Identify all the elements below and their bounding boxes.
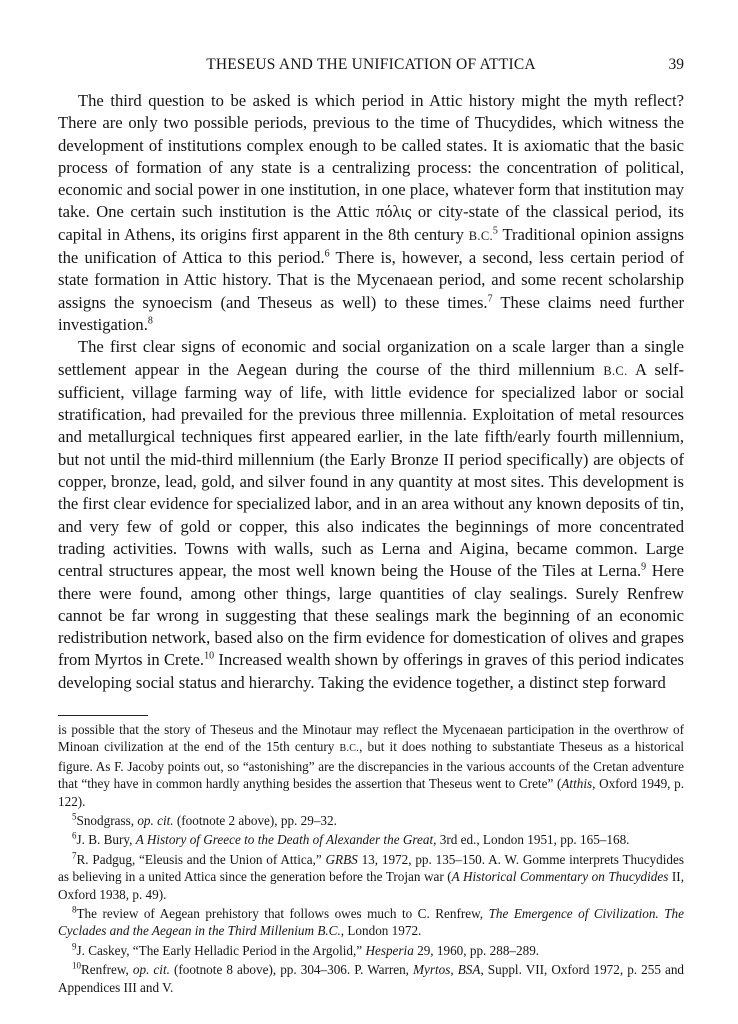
footnote-ref-8[interactable]: 8 [147,315,153,327]
italic-title: op. cit. [137,813,174,829]
footnote-ref-9[interactable]: 9 [641,561,647,573]
italic-title: BSA [457,962,481,978]
era-abbreviation: B.C. [603,363,628,378]
italic-title: GRBS [325,851,358,867]
text-run: Increased wealth shown by offerings in graves of this period indicates developing social status and hierarchy. Taking the evidence together, a distinct step forward [58,650,684,692]
text-run: 29, 1960, pp. 288–289. [413,942,540,958]
footnote-number: 7 [72,850,77,861]
text-run: Here there were found, among other things, large quantities of clay sealings. Surely Renfrew cannot be far wrong in suggesting that these sealings mark the beginning of an economic redistribution network, based also on the firm evidence for domestication of olives and grapes from Myrtos in Crete. [58,561,685,670]
text-run: A self-sufficient, village farming way of life, with little evidence for specialized labor or social stratification, had prevailed for the previous three millennia. Exploitation of metal resources and metallurgical techniques first appeared earlier, in the late fifth/early fourth millennium, but not until the mid-third millennium (the Early Bronze II period specifically) are objects of copper, bronze, lead, gold, and silver found in any quantity at most sites. This development is the first clear evidence for specialized labor, and in an area without any known deposits of tin, and very few of gold or copper, this also indicates the beginnings of more concentrated trading activities. Towns with walls, such as Lerna and Aigina, became common. Large central structures appear, the most well known being the House of the Tiles at Lerna. [58,359,684,581]
text-run: (footnote 8 above), pp. 304–306. P. Warren, [169,962,414,978]
text-run: Traditional opinion assigns the unification of Attica to this period. [58,224,684,268]
text-run: , [450,962,458,978]
italic-title: Myrtos [413,962,451,978]
text-run: The third question to be asked is which period in Attic history might the myth reflect? There are only two possible periods, previous to the time of Thucydides, which witness the development of institutions complex enough to be called states. It is axiomatic that the basic process of formation of any state is a centralizing process: the concentration of political, economic and social power in one institution, in one place, whatever form that institution may take. One certain such institution is the Attic [58,91,684,222]
footnote-number: 10 [72,960,81,971]
running-header [58,56,684,78]
era-abbreviation: B.C. [468,228,493,243]
greek-word: πόλις [375,202,412,222]
footnote-number: 8 [72,904,77,915]
footnote-7 [58,851,684,903]
footnote-number: 9 [72,941,77,952]
text-run: or city-state of the classical period, its capital in Athens, its origins first apparent in the 8th century [58,202,684,244]
footnote-ref-10[interactable]: 10 [204,650,215,662]
text-run: is possible that the story of Theseus and the Minotaur may reflect the Mycenaean participation in the overthrow of Minoan civilization at the end of the 15th century [58,722,684,755]
text-run: , London 1972. [340,923,422,939]
era-abbreviation: B.C. [339,743,360,755]
footnote-8 [58,905,684,940]
body-text [58,90,684,694]
text-run: , but it does nothing to substantiate Theseus as a historical figure. As F. Jacoby points out, so “astonishing” are the discrepancies in the various accounts of the Cretan adventure that “they have in common hardly anything besides the assertion that Theseus went to Crete” ( [58,739,684,792]
text-run: There is, however, a second, less certain period of state formation in Attic history. That is the Mycenaean period, and some recent scholarship assigns the synoecism (and Theseus as well) to these times. [58,248,684,312]
footnote-10 [58,961,684,996]
footnote-number: 5 [72,811,77,822]
text-run: 13, 1972, pp. 135–150. A. W. Gomme interprets Thucydides as believing in a united Attica since the generation before the Trojan war ( [58,851,684,885]
text-run: , 3rd ed., London 1951, pp. 165–168. [433,832,630,848]
italic-title: Hesperia [365,942,414,958]
footnotes [58,721,684,996]
page-number: 39 [668,56,684,73]
italic-title: Atthis [561,776,593,792]
footnote-6 [58,831,684,848]
text-run: R. Padgug, “Eleusis and the Union of Attica,” [76,851,326,867]
text-run: , Oxford 1949, p. 122). [58,776,684,809]
running-title: THESEUS AND THE UNIFICATION OF ATTICA [206,56,536,73]
text-run: (footnote 2 above), pp. 29–32. [173,813,337,829]
footnote-5 [58,812,684,829]
footnote-ref-6[interactable]: 6 [324,248,330,260]
italic-title: A Historical Commentary on Thucydides [451,869,669,885]
italic-title: op. cit. [132,962,170,978]
italic-title: A History of Greece to the Death of Alexander the Great [135,832,434,848]
page [58,56,684,998]
text-run: Renfrew, [81,962,133,978]
italic-title: The Emergence of Civilization. The Cyclades and the Aegean in the Third Millenium B.C. [58,906,684,939]
text-run: The review of Aegean prehistory that follows owes much to C. Renfrew, [76,906,489,922]
text-run: , Suppl. VII, Oxford 1972, p. 255 and Appendices III and V. [58,962,685,995]
paragraph-2 [58,336,684,694]
footnote-9 [58,942,684,959]
footnote-continuation [58,721,684,810]
footnote-ref-7[interactable]: 7 [487,293,493,305]
text-run: These claims need further investigation. [58,292,685,334]
text-run: II, Oxford 1938, p. 49). [58,869,684,902]
text-run: The first clear signs of economic and social organization on a scale larger than a single settlement appear in the Aegean during the course of the third millennium [58,337,684,379]
paragraph-1 [58,90,684,336]
text-run: J. Caskey, “The Early Helladic Period in the Argolid,” [76,942,366,958]
footnote-ref-5[interactable]: 5 [492,225,498,237]
footnote-separator [58,715,148,716]
text-run: Snodgrass, [76,813,138,829]
footnote-number: 6 [72,831,77,842]
text-run: J. B. Bury, [76,832,136,848]
